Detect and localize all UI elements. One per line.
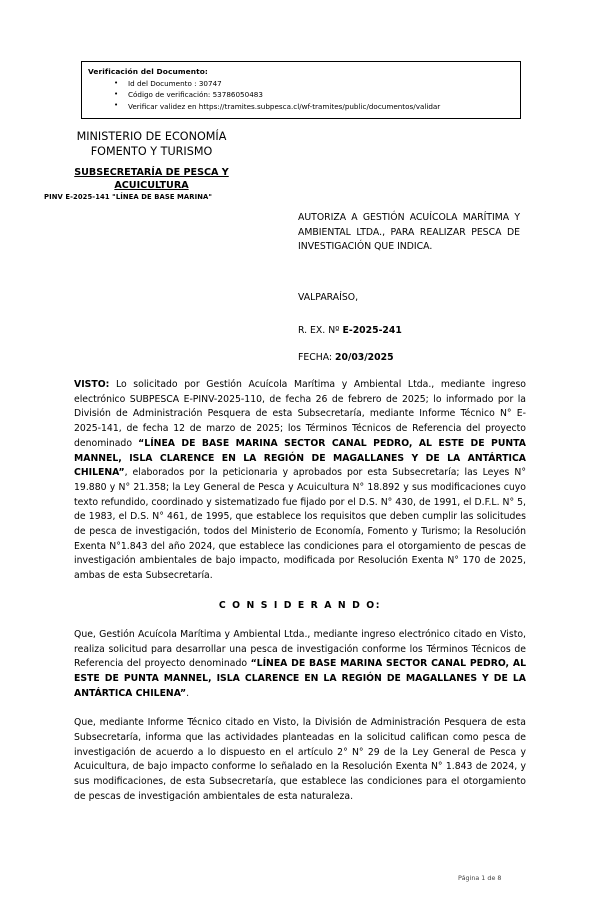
resolution-number-line [298, 325, 402, 336]
project-name-considerando: “LÍNEA DE BASE MARINA SECTOR CANAL PEDRO, AL ESTE DE PUNTA MANNEL, ISLA CLARENCE EN LA REGIÓN DE MAGALLANES Y DE LA ANTÁRTICA CHILENA” [74, 658, 527, 699]
page-number-footer: Página 1 de 8 [458, 874, 502, 882]
list-item: • Verificar validez en https://tramites.subpesca.cl/wf-tramites/public/documentos/validar [88, 101, 521, 112]
considerando-paragraph-2: Que, mediante Informe Técnico citado en Visto, la División de Administración Pesquera de esta Subsecretaría, informa que las actividades planteadas en la solicitud califican como pesca de investigación de acuerdo a lo dispuesto en el artículo 2° N° 29 de la Ley General de Pesca y Acuicultura, de bajo impacto conforme lo señalado en la Resolución Exenta N° 1.843 de 2024, y sus modificaciones, de esta Subsecretaría, que establece las condiciones para el otorgamiento de pescas de investigación ambientales de esta naturaleza. [74, 717, 526, 802]
subsecretaria-heading [44, 167, 259, 192]
issue-place: VALPARAÍSO, [298, 292, 359, 303]
ministry-heading [44, 130, 259, 160]
resolution-summary: AUTORIZA A GESTIÓN ACUÍCOLA MARÍTIMA Y AMBIENTAL LTDA., PARA REALIZAR PESCA DE INVESTIGACIÓN QUE INDICA. [298, 212, 520, 253]
resolution-date-line [298, 352, 394, 363]
date-value: 20/03/2025 [335, 352, 394, 363]
considerando-1-text-part-1: Que, Gestión Acuícola Marítima y Ambiental Ltda., mediante ingreso electrónico citado en Visto, realiza solicitud para desarrollar una pesca de investigación conforme los Términos Técnicos de Referencia del proyecto denominado [74, 628, 526, 670]
considerando-heading: C O N S I D E R A N D O: [218, 599, 382, 611]
resolution-number-label: R. EX. Nº [298, 325, 343, 336]
list-item: • Id del Documento : 30747 [88, 78, 521, 89]
date-label: FECHA: [298, 352, 335, 363]
pinv-reference: PINV E-2025-141 "LÍNEA DE BASE MARINA" [44, 193, 213, 201]
verification-list [88, 78, 521, 112]
ministry-line-1: MINISTERIO DE ECONOMÍA [76, 130, 227, 143]
list-item: • Código de verificación: 53786050483 [88, 89, 521, 100]
visto-text-part-1: Lo solicitado por Gestión Acuícola Marítima y Ambiental Ltda., mediante ingreso electrónico SUBPESCA E-PINV-2025-110, de fecha 26 de febrero de 2025; lo informado por la División de Administración Pesquera de esta Subsecretaría, mediante Informe Técnico N° E-2025-141, de fecha 12 de marzo de 2025; los Términos Técnicos de Referencia del proyecto denominado [74, 379, 526, 449]
document-body [74, 378, 526, 804]
ministry-line-2: FOMENTO Y TURISMO [90, 144, 213, 158]
verification-title: Verificación del Documento: [88, 67, 208, 76]
document-verification-box [81, 61, 521, 119]
border-notch-bottom [304, 116, 334, 119]
subsecretaria-line-1: SUBSECRETARÍA DE PESCA Y [74, 167, 229, 178]
visto-paragraph [74, 378, 526, 584]
subsecretaria-line-2: ACUICULTURA [114, 179, 189, 191]
resolution-number-value: E-2025-241 [342, 325, 402, 336]
visto-label: VISTO: [74, 379, 110, 390]
visto-text-part-2: , elaborados por la peticionaria y aprobados por esta Subsecretaría; las Leyes N° 19.880 y N° 21.358; la Ley General de Pesca y Acuicultura N° 18.892 y sus modificaciones cuyo texto refundido, coordinado y sistematizado fue fijado por el D.S. N° 430, de 1991, el D.F.L. N° 5, de 1983, el D.S. N° 461, de 1995, que establece los requisitos que deben cumplir las solicitudes de pesca de investigación, todos del Ministerio de Economía, Fomento y Turismo; la Resolución Exenta N°1.843 del año 2024, que establece las condiciones para el otorgamiento de pescas de investigación ambientales de bajo impacto, modificada por Resolución Exenta N° 170 de 2025, ambas de esta Subsecretaría. [74, 467, 526, 582]
considerando-1-text-part-2: . [186, 687, 190, 699]
project-name-visto: “LÍNEA DE BASE MARINA SECTOR CANAL PEDRO, AL ESTE DE PUNTA MANNEL, ISLA CLARENCE EN LA REGIÓN DE MAGALLANES Y DE LA ANTÁRTICA CHILENA” [74, 437, 527, 479]
considerando-paragraph-1 [74, 628, 526, 702]
border-notch-top [282, 61, 312, 64]
